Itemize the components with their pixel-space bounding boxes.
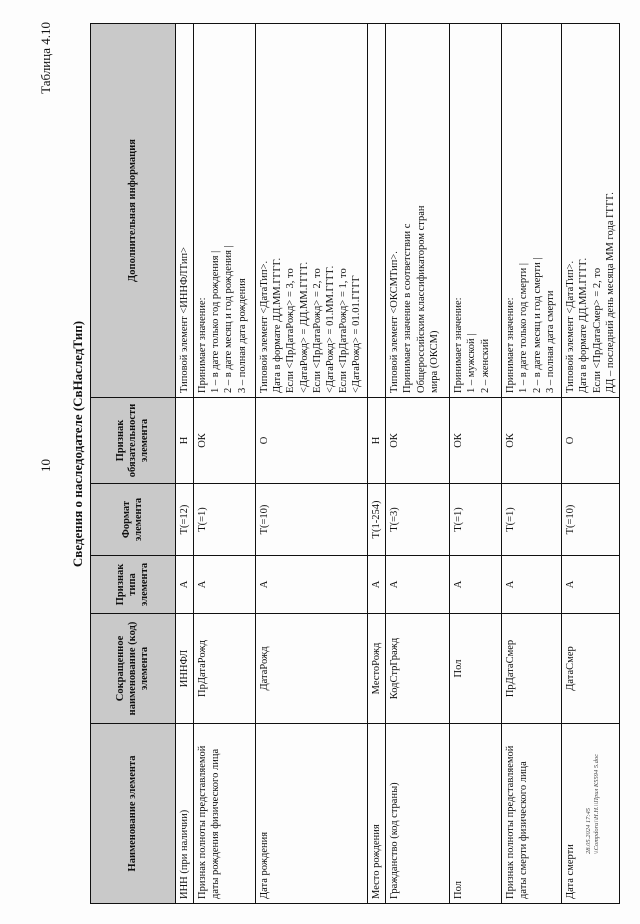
header-row [91,24,176,904]
cell-name: Дата рождения [256,724,368,904]
info-line: 3 – полная дата рождения [236,278,248,393]
cell-required: Н [176,398,194,484]
cell-format: Т(=1) [450,484,502,556]
footer-filepath: \\Compdoru\\Н.Н.\\Прил К5594 5.doc [593,753,601,854]
cell-format: Т(1-254) [368,484,386,556]
cell-code: МестоРожд [368,614,386,724]
table-row [450,24,502,904]
info-line: Типовой элемент <ИННФЛТип> [179,247,190,393]
cell-format: Т(=12) [176,484,194,556]
cell-required: ОК [386,398,450,484]
info-line: 2 – в дате месяц и год рождения | [223,245,235,393]
cell-code: ПрДатаСмер [502,614,562,724]
cell-info [194,24,256,398]
cell-required: О [562,398,620,484]
cell-name: Дата смерти [562,724,620,904]
info-line: 1 – мужской | [466,333,478,393]
cell-name: Гражданство (код страны) [386,724,450,904]
cell-format: Т(=10) [256,484,368,556]
cell-code: Пол [450,614,502,724]
col-header-name: Наименование элемента [91,724,176,904]
cell-type: А [450,556,502,614]
info-line: Дата в формате ДД.ММ.ГГГГ. [272,257,284,393]
cell-type: А [176,556,194,614]
cell-info [562,24,620,398]
cell-format: Т(=1) [194,484,256,556]
cell-info [256,24,368,398]
info-line: Принимает значение: [505,297,517,393]
info-line: 1 – в дате только год рождения | [210,250,222,393]
table-row [256,24,368,904]
col-header-code: Сокращенное наименование (код) элемента [91,614,176,724]
cell-type: А [502,556,562,614]
cell-code: ДатаРожд [256,614,368,724]
info-line: Если <ПрДатаРожд> = 1, то [337,268,349,393]
info-line: 1 – в дате только год смерти | [518,263,530,393]
info-line: Принимает значение: [197,297,209,393]
info-line: Типовой элемент <ДатаТип>. [259,260,271,393]
cell-format: Т(=3) [386,484,450,556]
cell-required: ОК [450,398,502,484]
info-line: Типовой элемент <ДатаТип>. [565,260,577,393]
cell-info [176,24,194,398]
cell-format: Т(=10) [562,484,620,556]
info-line: <ДатаРожд> = 01.01.ГГГГ [351,275,362,393]
cell-type: А [562,556,620,614]
cell-format: Т(=1) [502,484,562,556]
cell-info [502,24,562,398]
cell-type: А [194,556,256,614]
col-header-type: Признак типа элемента [91,556,176,614]
cell-name: Место рождения [368,724,386,904]
cell-info [368,24,386,398]
table-row [368,24,386,904]
info-line: 3 – полная дата смерти [544,290,556,393]
table-title: Сведения о наследодателе (СвНаследТип) [70,320,85,568]
table-row [176,24,194,904]
footer-timestamp: 28.05.2024 17:45 [585,807,592,854]
info-line: Если <ПрДатаСмер> = 2, то [591,267,603,393]
cell-code: ДатаСмер [562,614,620,724]
cell-code: ИННФЛ [176,614,194,724]
table-row [502,24,562,904]
col-header-format: Формат элемента [91,484,176,556]
col-header-required: Признак обязательности элемента [91,398,176,484]
cell-required: ОК [194,398,256,484]
cell-required: ОК [502,398,562,484]
info-line: ДД – последний день месяца ММ года ГГГГ. [604,192,616,393]
info-line: Если <ПрДатаРожд> = 2, то [311,268,323,393]
info-line: Дата в формате ДД.ММ.ГГГГ. [578,257,590,393]
table-row [194,24,256,904]
cell-name: Признак полноты представляемой даты рождения физического лица [194,724,256,904]
info-line: <ДатаРожд> = ДД.ММ.ГГГГ. [298,261,310,393]
info-line: Типовой элемент <ОКСМТип>. [389,251,401,393]
cell-info [450,24,502,398]
cell-type: А [256,556,368,614]
cell-type: А [386,556,450,614]
elements-table [90,23,620,904]
table-row [386,24,450,904]
cell-required: О [256,398,368,484]
cell-code: ПрДатаРожд [194,614,256,724]
info-line: 2 – женский [479,338,491,393]
info-line: Общероссийским классификатором стран [415,205,427,393]
table-number: Таблица 4.10 [38,22,53,94]
col-header-info: Дополнительная информация [91,24,176,398]
info-line: 2 – в дате месяц и год смерти | [531,257,543,393]
cell-type: А [368,556,386,614]
info-line: мира (ОКСМ) [428,330,440,393]
cell-name: Признак полноты представляемой даты смерти физического лица [502,724,562,904]
info-line: <ДатаРожд> = 01.ММ.ГГГГ. [324,265,336,393]
cell-info [386,24,450,398]
info-line: Принимает значение в соответствии с [402,223,414,393]
info-line: Если <ПрДатаРожд> = 3, то [285,268,297,393]
cell-required: Н [368,398,386,484]
cell-name: ИНН (при наличии) [176,724,194,904]
page-number: 10 [38,459,53,472]
cell-name: Пол [450,724,502,904]
file-footer [585,754,602,854]
cell-code: КодСтрГражд [386,614,450,724]
info-line: Принимает значение: [453,297,465,393]
